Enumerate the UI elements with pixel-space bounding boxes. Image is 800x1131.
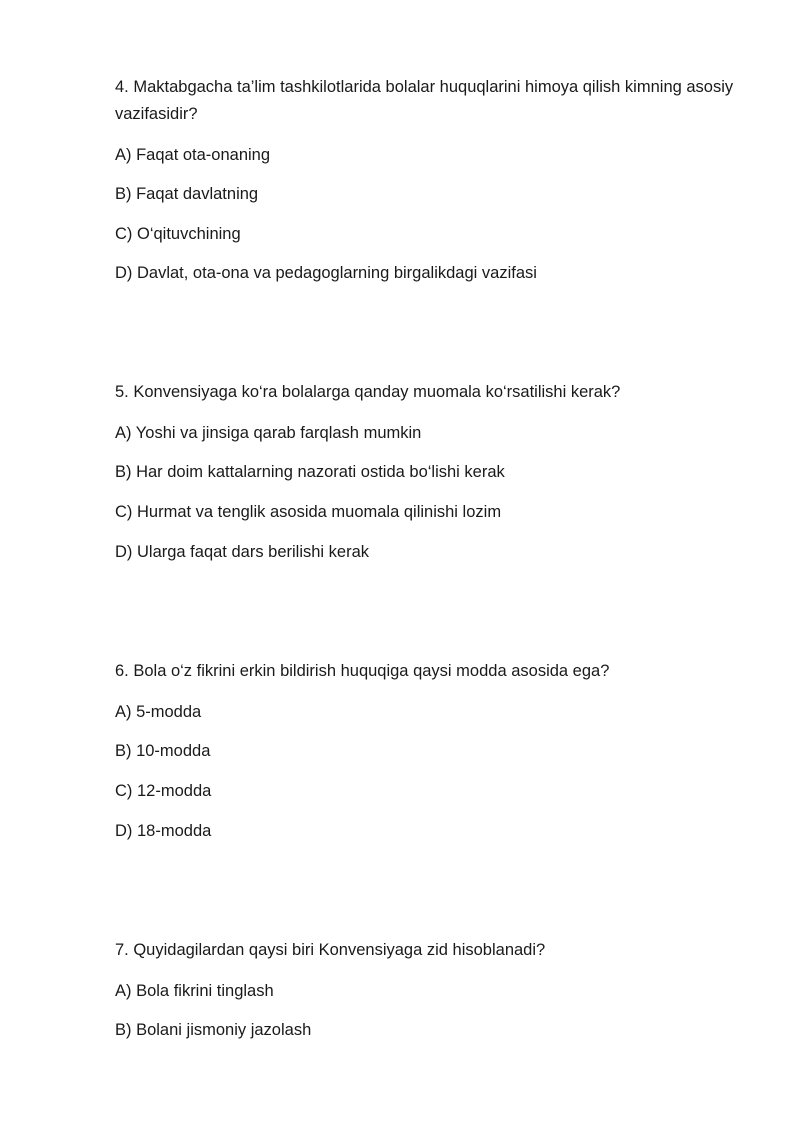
option-c: C) 12-modda: [115, 782, 212, 800]
option-b: B) 10-modda: [115, 742, 211, 760]
question-7: [115, 937, 735, 1039]
question-5: [115, 379, 735, 561]
question-4: [115, 74, 735, 282]
option-b: B) Har doim kattalarning nazorati ostida bo‘lishi kerak: [115, 463, 505, 481]
option-d: D) Ularga faqat dars berilishi kerak: [115, 543, 370, 561]
option-b: B) Faqat davlatning: [115, 185, 259, 203]
question-text: 6. Bola o‘z fikrini erkin bildirish huquqiga qaysi modda asosida ega?: [115, 662, 610, 680]
option-c: C) O‘qituvchining: [115, 225, 241, 243]
option-a: A) Bola fikrini tinglash: [115, 982, 274, 1000]
option-b: B) Bolani jismoniy jazolash: [115, 1021, 312, 1039]
question-text: 5. Konvensiyaga ko‘ra bolalarga qanday muomala ko‘rsatilishi kerak?: [115, 383, 621, 401]
option-a: A) 5-modda: [115, 703, 202, 721]
option-a: A) Yoshi va jinsiga qarab farqlash mumkin: [115, 424, 422, 442]
question-text: 7. Quyidagilardan qaysi biri Konvensiyaga zid hisoblanadi?: [115, 941, 546, 959]
option-d: D) 18-modda: [115, 822, 212, 840]
option-c: C) Hurmat va tenglik asosida muomala qilinishi lozim: [115, 503, 502, 521]
option-a: A) Faqat ota-onaning: [115, 146, 271, 164]
question-6: [115, 658, 735, 840]
option-d: D) Davlat, ota-ona va pedagoglarning birgalikdagi vazifasi: [115, 264, 537, 282]
question-text: 4. Maktabgacha ta’lim tashkilotlarida bolalar huquqlarini himoya qilish kimning asosiy vazifasidir?: [115, 78, 734, 123]
